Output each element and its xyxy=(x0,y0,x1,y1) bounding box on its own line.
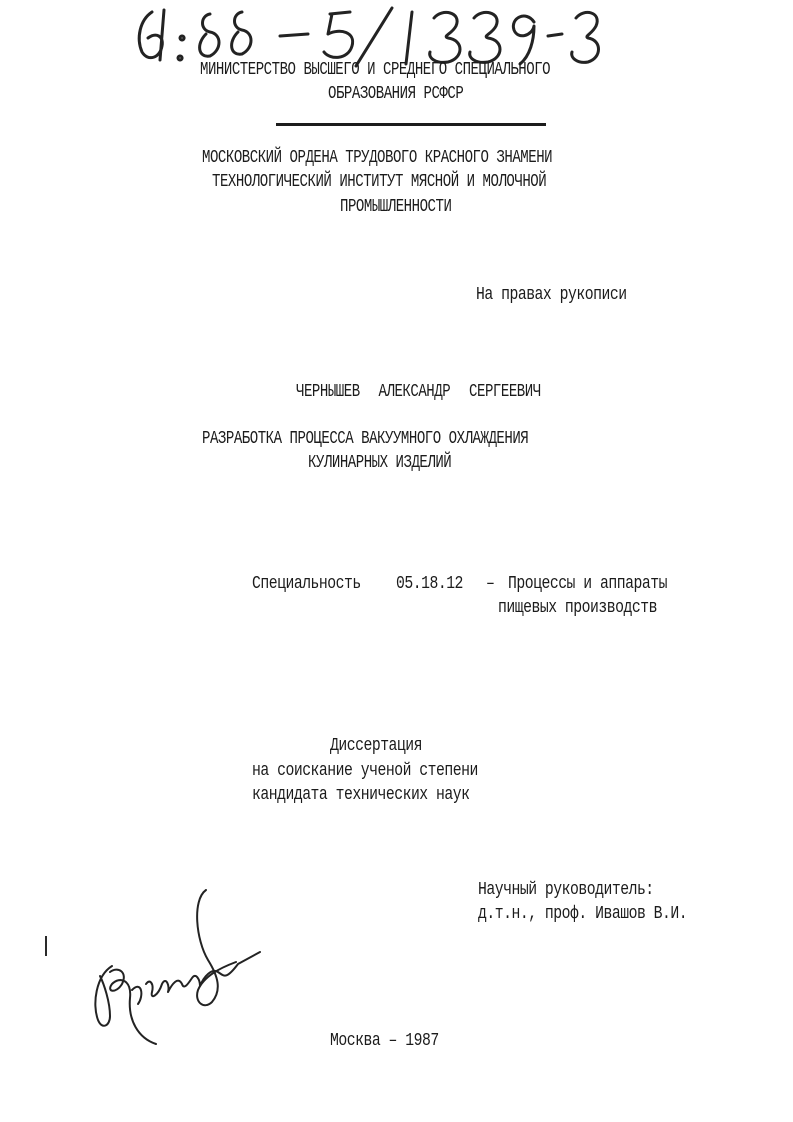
rights-note: На правах рукописи xyxy=(476,285,627,305)
specialty-label: Специальность xyxy=(252,574,361,594)
ministry-line-2: ОБРАЗОВАНИЯ РСФСР xyxy=(328,84,464,104)
dissertation-line-1: Диссертация xyxy=(330,736,423,756)
dissertation-line-3: кандидата технических наук xyxy=(252,785,470,805)
dissertation-line-2: на соискание ученой степени xyxy=(252,761,478,781)
title-line-1: РАЗРАБОТКА ПРОЦЕССА ВАКУУМНОГО ОХЛАЖДЕНИЯ xyxy=(202,429,529,449)
institute-line-1: МОСКОВСКИЙ ОРДЕНА ТРУДОВОГО КРАСНОГО ЗНАМЕНИ xyxy=(202,148,553,168)
city-year: Москва – 1987 xyxy=(330,1031,439,1051)
ministry-line-1: МИНИСТЕРСТВО ВЫСШЕГО И СРЕДНЕГО СПЕЦИАЛЬНОГО xyxy=(200,60,551,80)
specialty-name-line-1: Процессы и аппараты xyxy=(508,574,667,594)
institute-line-2: ТЕХНОЛОГИЧЕСКИЙ ИНСТИТУТ МЯСНОЙ И МОЛОЧНОЙ xyxy=(212,172,547,192)
title-line-2: КУЛИНАРНЫХ ИЗДЕЛИЙ xyxy=(308,453,452,473)
handwritten-signature xyxy=(88,880,268,1055)
supervisor-label: Научный руководитель: xyxy=(478,880,654,900)
specialty-name-line-2: пищевых производств xyxy=(498,598,657,618)
institute-line-3: ПРОМЫШЛЕННОСТИ xyxy=(340,197,452,217)
specialty-dash: – xyxy=(486,574,495,594)
header-divider xyxy=(276,123,546,126)
author-name: ЧЕРНЫШЕВ АЛЕКСАНДР СЕРГЕЕВИЧ xyxy=(296,382,541,402)
specialty-code: 05.18.12 xyxy=(396,574,463,594)
supervisor-name: д.т.н., проф. Ивашов В.И. xyxy=(478,904,688,924)
margin-mark xyxy=(45,936,47,956)
